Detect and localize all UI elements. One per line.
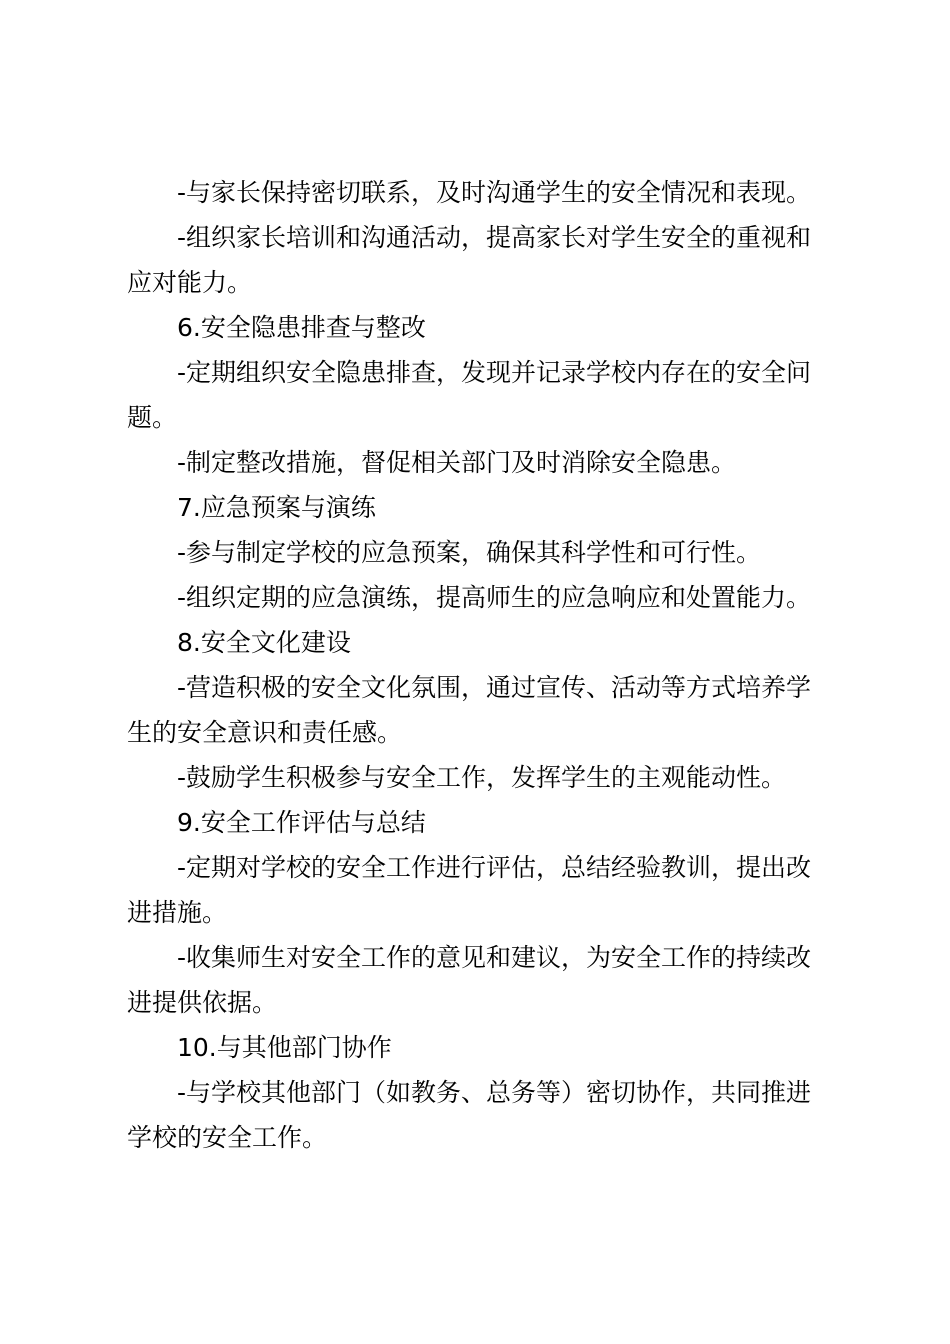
paragraph-collaboration: -与学校其他部门（如教务、总务等）密切协作，共同推进学校的安全工作。 — [127, 1078, 812, 1152]
section-heading-7: 7.应急预案与演练 — [177, 493, 376, 522]
paragraph-rectification: -制定整改措施，督促相关部门及时消除安全隐患。 — [177, 448, 737, 477]
paragraph-evaluation: -定期对学校的安全工作进行评估，总结经验教训，提出改进措施。 — [127, 853, 812, 927]
section-heading-10: 10.与其他部门协作 — [177, 1033, 392, 1062]
paragraph-feedback: -收集师生对安全工作的意见和建议，为安全工作的持续改进提供依据。 — [127, 943, 812, 1017]
paragraph-parent-contact: -与家长保持密切联系，及时沟通学生的安全情况和表现。 — [177, 178, 812, 207]
paragraph-emergency-plan: -参与制定学校的应急预案，确保其科学性和可行性。 — [177, 538, 762, 567]
section-heading-8: 8.安全文化建设 — [177, 628, 351, 657]
section-heading-9: 9.安全工作评估与总结 — [177, 808, 426, 837]
paragraph-emergency-drill: -组织定期的应急演练，提高师生的应急响应和处置能力。 — [177, 583, 812, 612]
paragraph-safety-culture: -营造积极的安全文化氛围，通过宣传、活动等方式培养学生的安全意识和责任感。 — [127, 673, 812, 747]
document-body — [127, 170, 831, 1160]
section-heading-6: 6.安全隐患排查与整改 — [177, 313, 426, 342]
paragraph-hazard-inspection: -定期组织安全隐患排查，发现并记录学校内存在的安全问题。 — [127, 358, 812, 432]
paragraph-student-participation: -鼓励学生积极参与安全工作，发挥学生的主观能动性。 — [177, 763, 787, 792]
paragraph-parent-training: -组织家长培训和沟通活动，提高家长对学生安全的重视和应对能力。 — [127, 223, 812, 297]
